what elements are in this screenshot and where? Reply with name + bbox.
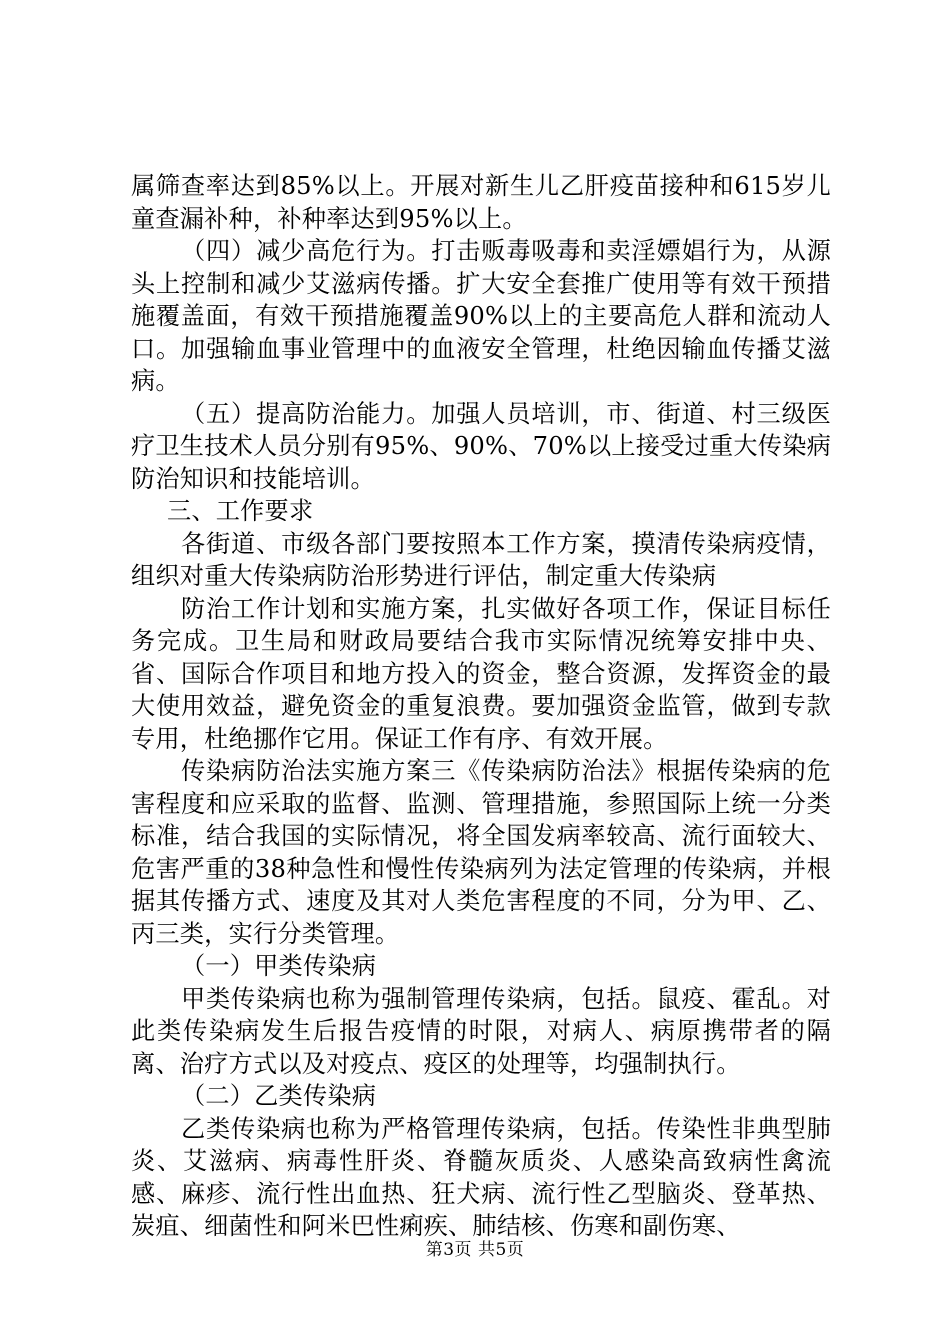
- paragraph-class-a: 甲类传染病也称为强制管理传染病，包括。鼠疫、霍乱。对此类传染病发生后报告疫情的时限，对病人、病原携带者的隔离、治疗方式以及对疫点、疫区的处理等，均强制执行。: [131, 984, 831, 1078]
- section-heading-work-requirements: 三、工作要求: [167, 497, 314, 525]
- paragraph-class-b: 乙类传染病也称为严格管理传染病，包括。传染性非典型肺炎、艾滋病、病毒性肝炎、脊髓灰质炎、人感染高致病性禽流感、麻疹、流行性出血热、狂犬病、流行性乙型脑炎、登革热、炭疽、细菌性和阿米巴性痢疾、肺结核、伤寒和副伤寒、: [131, 1114, 831, 1240]
- paragraph-screening-rate: 属筛查率达到85%以上。开展对新生儿乙肝疫苗接种和615岁儿童查漏补种，补种率达到95%以上。: [131, 172, 831, 233]
- subheading-class-b: （二）乙类传染病: [181, 1082, 377, 1110]
- paragraph-departments: 各街道、市级各部门要按照本工作方案，摸清传染病疫情，组织对重大传染病防治形势进行评估，制定重大传染病: [131, 529, 831, 590]
- paragraph-work-plan: 防治工作计划和实施方案，扎实做好各项工作，保证目标任务完成。卫生局和财政局要结合我市实际情况统筹安排中央、省、国际合作项目和地方投入的资金，整合资源，发挥资金的最大使用效益，避免资金的重复浪费。要加强资金监管，做到专款专用，杜绝挪作它用。保证工作有序、有效开展。: [131, 594, 831, 753]
- document-body: [131, 170, 831, 1243]
- page-footer: 第3页 共5页: [425, 1240, 525, 1260]
- paragraph-reduce-high-risk: （四）减少高危行为。打击贩毒吸毒和卖淫嫖娼行为，从源头上控制和减少艾滋病传播。扩大安全套推广使用等有效干预措施覆盖面，有效干预措施覆盖90%以上的主要高危人群和流动人口。加强输血事业管理中的血液安全管理，杜绝因输血传播艾滋病。: [131, 237, 831, 395]
- subheading-class-a: （一）甲类传染病: [181, 952, 377, 980]
- paragraph-improve-capacity: （五）提高防治能力。加强人员培训，市、街道、村三级医疗卫生技术人员分别有95%、90%、70%以上接受过重大传染病防治知识和技能培训。: [131, 399, 831, 493]
- paragraph-law-classification: 传染病防治法实施方案三《传染病防治法》根据传染病的危害程度和应采取的监督、监测、管理措施，参照国际上统一分类标准，结合我国的实际情况，将全国发病率较高、流行面较大、危害严重的38种急性和慢性传染病列为法定管理的传染病，并根据其传播方式、速度及其对人类危害程度的不同，分为甲、乙、丙三类，实行分类管理。: [131, 757, 831, 948]
